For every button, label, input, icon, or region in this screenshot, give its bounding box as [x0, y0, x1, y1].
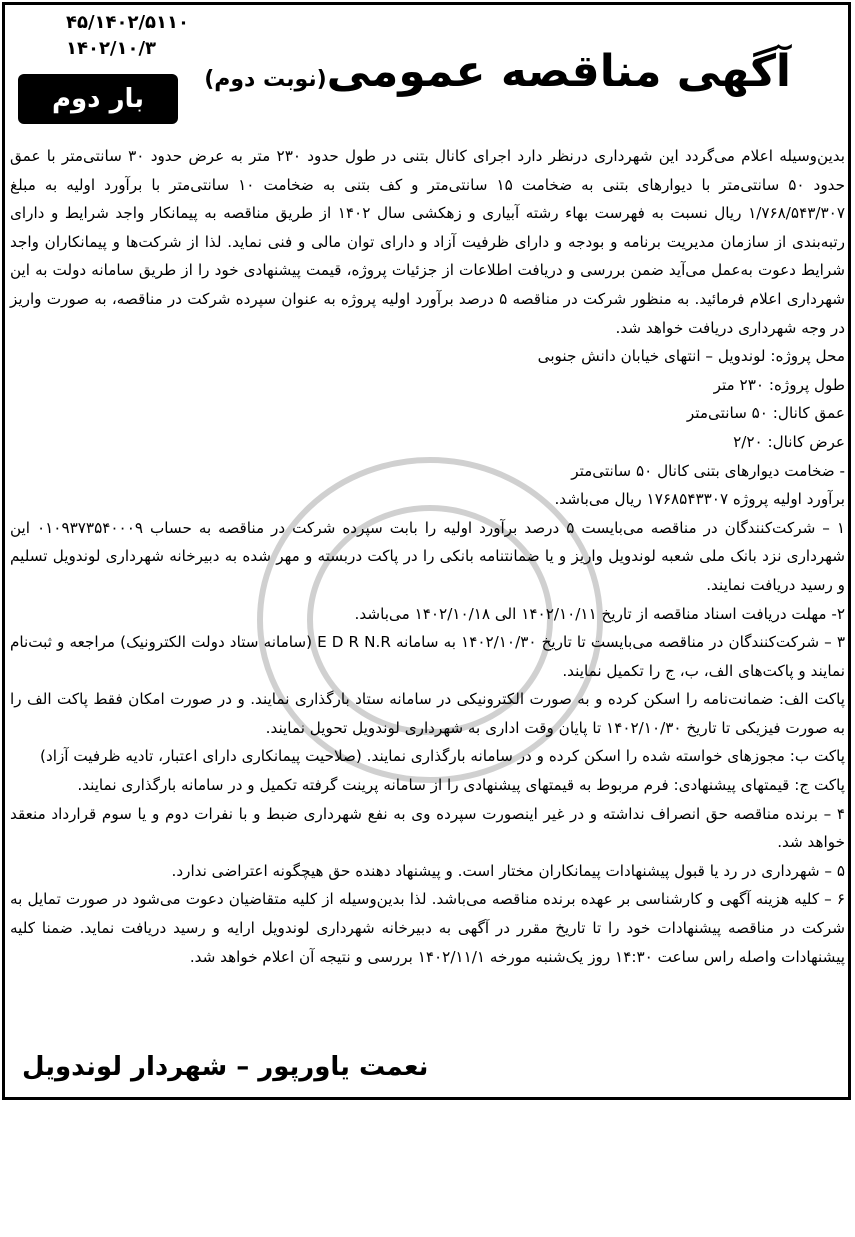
clause-2: ۲- مهلت دریافت اسناد مناقصه از تاریخ ۱۴۰۲/۱۰/۱۱ الی ۱۴۰۲/۱۰/۱۸ می‌باشد.: [354, 604, 845, 623]
mayor-signature: نعمت یاورپور – شهردار لوندویل: [22, 1052, 429, 1082]
package-a: پاکت الف: ضمانت‌نامه را اسکن کرده و به صورت الکترونیکی در سامانه ستاد بارگذاری نمایند. و در صورت امکان فقط پاکت الف را به صورت فیزیکی تا تاریخ ۱۴۰۲/۱۰/۳۰ تا پایان وقت اداری به شهرداری لوندویل تحویل نمایند.: [10, 690, 845, 737]
project-length: طول پروژه: ۲۳۰ متر: [713, 375, 845, 394]
clause-6: ۶ – کلیه هزینه آگهی و کارشناسی بر عهده برنده مناقصه می‌باشد. لذا بدین‌وسیله از کلیه متقاضیان دعوت می‌شود در صورت تمایل به شرکت در مناقصه پیشنهادات خود را تا تاریخ مقرر در آگهی به دبیرخانه شهرداری لوندویل ارایه و رسید دریافت نماید. ضمنا کلیه پیشنهادات واصله راس ساعت ۱۴:۳۰ روز یک‌شنبه مورخه ۱۴۰۲/۱۱/۱ بررسی و نتیجه آن اعلام خواهد شد.: [10, 890, 845, 966]
clause-5: ۵ – شهرداری در رد یا قبول پیشنهادات پیمانکاران مختار است. و پیشنهاد دهنده حق هیچگونه اعتراضی ندارد.: [171, 861, 845, 880]
reference-block: [66, 10, 189, 62]
notice-body: [10, 142, 845, 971]
notice-date: ۱۴۰۲/۱۰/۳: [65, 38, 157, 59]
initial-estimate: برآورد اولیه پروژه ۱۷۶۸۵۴۳۳۰۷ ریال می‌باشد.: [554, 490, 845, 509]
package-c: پاکت ج: قیمتهای پیشنهادی: فرم مربوط به قیمتهای پیشنهادی را از سامانه پرینت گرفته تکمیل و در سامانه بارگذاری نمایند.: [77, 776, 845, 795]
project-location: محل پروژه: لوندویل – انتهای خیابان دانش جنوبی: [537, 347, 845, 366]
title-suffix: (نوبت دوم): [204, 67, 327, 92]
intro-paragraph: بدین‌وسیله اعلام می‌گردد این شهرداری درنظر دارد اجرای کانال بتنی در طول حدود ۲۳۰ متر به عرض حدود ۳۰ سانتی‌متر با عمق حدود ۵۰ سانتی‌متر با دیوارهای بتنی به ضخامت ۱۵ سانتی‌متر و کف بتنی به ضخامت ۱۰ سانتی‌متر با برآورد اولیه به مبلغ ۱/۷۶۸/۵۴۳/۳۰۷ ریال نسبت به فهرست بهاء رشته آبیاری و زهکشی سال ۱۴۰۲ از طریق مناقصه به پیمانکار واجد شرایط و دارای رتبه‌بندی از سازمان مدیریت برنامه و بودجه و دارای ظرفیت آزاد و دارای توان مالی و فنی نماید. لذا از شرکت‌ها و پیمانکاران واجد شرایط دعوت به‌عمل می‌آید ضمن بررسی و دریافت اطلاعات از جزئیات پروژه، قیمت پیشنهادی خود را از طریق سامانه دولت به این شهرداری اعلام فرمائید. به منظور شرکت در مناقصه ۵ درصد برآورد اولیه پروژه به عنوان سپرده شرکت در مناقصه، به صورت واریز در وجه شهرداری دریافت خواهد شد.: [10, 147, 846, 337]
package-b: پاکت ب: مجوزهای خواسته شده را اسکن کرده و در سامانه بارگذاری نمایند. (صلاحیت پیمانکاری دارای اعتبار، تادیه ظرفیت آزاد): [40, 747, 845, 766]
channel-width: عرض کانال: ۲/۲۰: [733, 432, 845, 451]
title-main: آگهی مناقصه عمومی: [326, 46, 791, 97]
clause-3: ۳ – شرکت‌کنندگان در مناقصه می‌بایست تا تاریخ ۱۴۰۲/۱۰/۳۰ به سامانه E D R N.R (سامانه ستاد دولت الکترونیک) مراجعه و ثبت‌نام نمایند و پاکت‌های الف، ب، ج را تکمیل نمایند.: [10, 633, 845, 680]
clause-4: ۴ – برنده مناقصه حق انصراف نداشته و در غیر اینصورت سپرده وی به نفع شهرداری ضبط و با نفرات دوم و یا سوم قرارداد منعقد خواهد شد.: [10, 804, 845, 852]
channel-depth: عمق کانال: ۵۰ سانتی‌متر: [686, 404, 845, 423]
reference-number: ۴۵/۱۴۰۲/۵۱۱۰: [65, 12, 189, 33]
wall-thickness: - ضخامت دیوارهای بتنی کانال ۵۰ سانتی‌متر: [571, 461, 845, 480]
clause-1: ۱ – شرکت‌کنندگان در مناقصه می‌بایست ۵ درصد برآورد اولیه را بابت سپرده شرکت در مناقصه به حساب ۰۱۰۹۳۷۳۵۴۰۰۰۹ این شهرداری نزد بانک ملی شعبه لوندویل واریز و یا ضمانتنامه بانکی را در پاکت دربسته و مهر شده به دبیرخانه شهرداری لوندویل تسلیم و رسید دریافت نمایند.: [10, 518, 846, 594]
second-time-badge: بار دوم: [18, 74, 178, 124]
notice-title: [204, 42, 791, 110]
